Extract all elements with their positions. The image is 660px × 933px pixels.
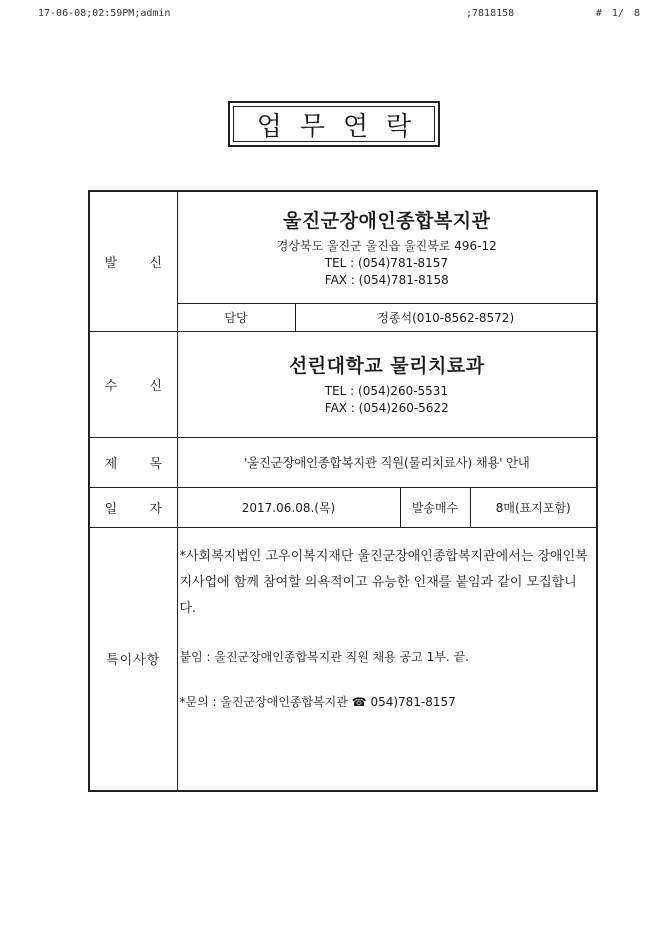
subject-value: '울진군장애인종합복지관 직원(물리치료사) 채용' 안내	[177, 437, 597, 487]
document-title-box	[228, 101, 440, 147]
notes-contact: *문의 : 울진군장애인종합복지관 ☎ 054)781-8157	[179, 694, 456, 709]
receiver-org: 선린대학교 물리치료과	[288, 355, 485, 377]
page-mark: #	[595, 8, 602, 19]
contact-value: 정종석(010-8562-8572)	[295, 303, 597, 331]
sender-row	[89, 191, 597, 303]
receiver-label: 수 신	[89, 331, 177, 437]
pages-value: 8매(표지포함)	[470, 487, 597, 527]
receiver-contact-lines	[325, 383, 449, 417]
fax-header	[38, 8, 640, 22]
page-number: 1/	[611, 8, 624, 19]
notes-paragraph: *사회복지법인 고우이복지재단 울진군장애인종합복지관에서는 장애인복지사업에 함께 참여할 의욕적이고 유능한 인재를 붙임과 같이 모집합니다.	[179, 548, 588, 616]
date-row	[89, 487, 597, 527]
date-label: 일 자	[89, 487, 177, 527]
sender-label: 발 신	[89, 191, 177, 331]
fax-number: ;7818158	[466, 8, 515, 19]
fax-page-indicator	[592, 8, 640, 19]
notes-row	[89, 527, 597, 791]
notes-label: 특이사항	[89, 527, 177, 791]
subject-row	[89, 437, 597, 487]
sender-address: 경상북도 울진군 울진읍 울진북로 496-12	[276, 238, 497, 253]
sender-fax: FAX : (054)781-8158	[324, 272, 449, 287]
notes-content	[177, 527, 597, 791]
receiver-tel: TEL : (054)260-5531	[324, 384, 449, 398]
document-title: 업무연락	[233, 106, 435, 142]
page-total: 8	[633, 8, 640, 19]
sender-org: 울진군장애인종합복지관	[283, 209, 491, 232]
sender-tel: TEL : (054)781-8157	[324, 255, 449, 270]
contact-label: 담당	[177, 303, 295, 331]
receiver-row	[89, 331, 597, 437]
pages-label: 발송매수	[400, 487, 470, 527]
memo-form-table	[88, 190, 598, 792]
receiver-fax: FAX : (054)260-5622	[324, 401, 449, 415]
receiver-info	[177, 331, 597, 437]
fax-timestamp: 17-06-08;02:59PM;admin	[38, 8, 171, 19]
subject-label: 제 목	[89, 437, 177, 487]
notes-attachment: 붙임 : 울진군장애인종합복지관 직원 채용 공고 1부. 끝.	[179, 649, 469, 664]
sender-info	[177, 191, 597, 303]
sender-contact-lines	[325, 255, 449, 289]
date-value: 2017.06.08.(목)	[177, 487, 400, 527]
